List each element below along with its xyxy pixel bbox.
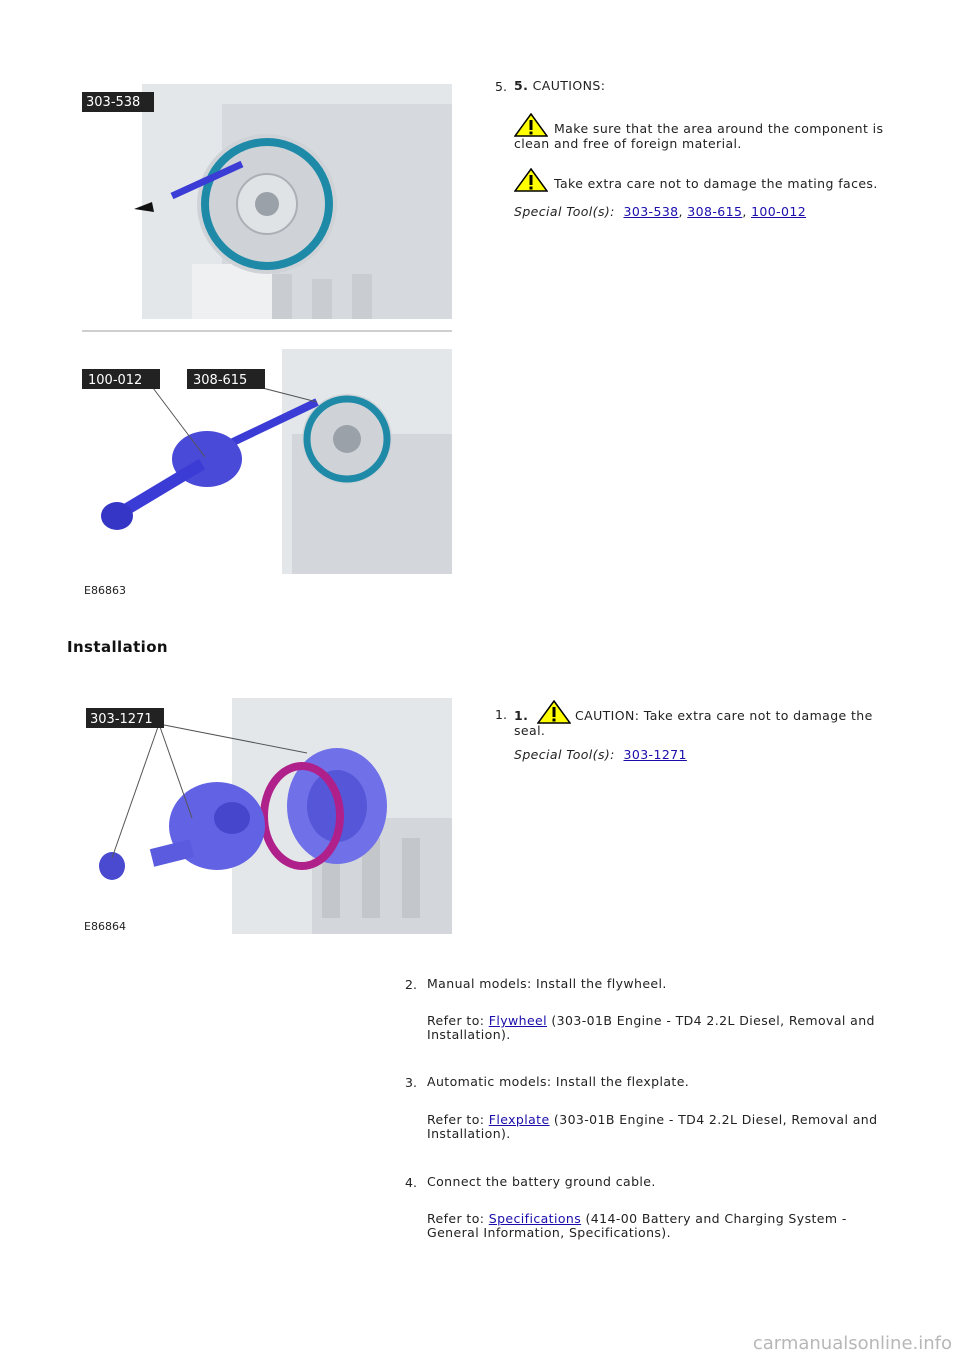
warning-icon [514,168,548,192]
section-heading: Installation [67,638,168,656]
install-step-1-bold-number: 1. [514,708,529,723]
site-watermark: carmanualsonline.info [752,1333,952,1354]
tool-link-308-615[interactable]: 308-615 [687,204,743,219]
install-step-4-text: Connect the battery ground cable. [427,1174,656,1189]
caution-2 [514,168,894,192]
special-tools-label: Special Tool(s): [514,747,615,762]
figure-code: E86863 [84,584,126,597]
install-step-1-tools [514,748,884,762]
step-5-bold-number: 5. [514,78,529,93]
caution-1-text: Make sure that the area around the component is clean and free of foreign material. [514,121,884,151]
tool-link-303-1271[interactable]: 303-1271 [623,747,687,762]
install-step-2-reference [427,1014,892,1042]
tool-label-303-1271: 303-1271 [90,712,153,727]
tool-link-100-012[interactable]: 100-012 [751,204,807,219]
install-step-2-text: Manual models: Install the flywheel. [427,976,667,991]
step-number: 2. [405,977,417,992]
step-number: 4. [405,1175,417,1190]
tool-link-303-538[interactable]: 303-538 [623,204,679,219]
separator: , [678,204,688,219]
install-step-1-text: CAUTION: Take extra care not to damage the seal. [514,708,873,738]
caution-1 [514,113,894,151]
step-number: 3. [405,1075,417,1090]
install-step-3-text: Automatic models: Install the flexplate. [427,1074,690,1089]
illustration-installation [82,698,452,934]
figure-code: E86864 [84,920,126,933]
specifications-link[interactable]: Specifications [488,1211,582,1226]
flexplate-link[interactable]: Flexplate [488,1112,550,1127]
refer-to-label: Refer to: [427,1211,489,1226]
refer-to-label: Refer to: [427,1013,489,1028]
install-step-1-caution [514,700,884,738]
illustration-installation-drawing [82,698,452,934]
tool-label-303-538: 303-538 [86,95,141,110]
reference-detail: (303-01B Engine - TD4 2.2L Diesel, Removal and Installation). [427,1112,878,1141]
caution-2-text: Take extra care not to damage the mating faces. [554,176,878,191]
step-number: 5. [495,79,507,94]
special-tools-label: Special Tool(s): [514,204,615,219]
reference-detail: (303-01B Engine - TD4 2.2L Diesel, Removal and Installation). [427,1013,875,1042]
install-step-4-reference [427,1212,882,1240]
step-number: 1. [495,707,507,722]
refer-to-label: Refer to: [427,1112,489,1127]
warning-icon [537,700,571,724]
special-tools-line [514,205,894,219]
install-step-3-reference [427,1113,892,1141]
flywheel-link[interactable]: Flywheel [488,1013,548,1028]
step-5-title [514,79,894,93]
step-5-cautions-label: CAUTIONS: [528,78,606,93]
illustration-removal [82,84,452,604]
tool-label-308-615: 308-615 [193,373,248,388]
reference-detail: (414-00 Battery and Charging System - General Information, Specifications). [427,1211,847,1240]
tool-label-100-012: 100-012 [88,373,143,388]
illustration-removal-drawing [82,84,452,604]
warning-icon [514,113,548,137]
separator: , [742,204,752,219]
